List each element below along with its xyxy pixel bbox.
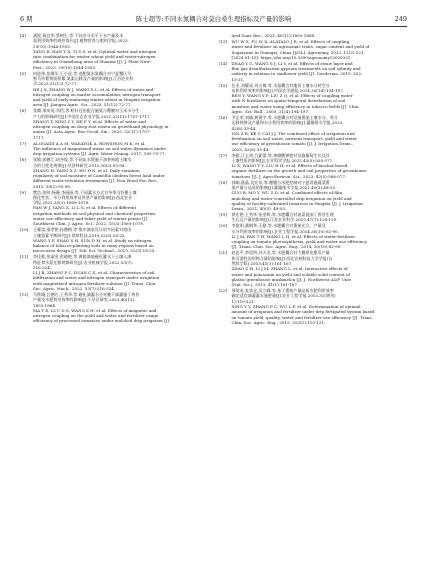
reference-number: [13]: [218, 38, 227, 44]
issue-label: 6 期: [20, 15, 33, 23]
reference-line: area [J]. Jiangsu Agric. Sci., 2023, 51(12):72-77.: [33, 102, 132, 108]
reference-column-right: [219, 33, 408, 326]
page-number: 249: [394, 14, 407, 23]
reference-line: 1):110-121.: [231, 298, 256, 304]
reference-line: on tomato yield, quality, water and fertilizer use efficiency [J]. Trans.: [231, 314, 373, 320]
reference-line: Agric. Sci. Bull., 2005, 21(4):194-197.: [231, 109, 310, 114]
reference-line: 李佳慈,张淑金,彭晓艳,等.黄陵滴液磁化灌水下土壤入渗: [33, 254, 132, 260]
reference-number: [10]: [20, 227, 29, 233]
reference-line: 和可溶性固形物含量的影响[J].西北农林科技大学学报(自: [231, 255, 333, 261]
reference-line: 13-21.: [231, 76, 245, 82]
reference-line: 何进伟,张继军,王小虎,等.追肥氮水氮耦合对宁夏覆区早: [33, 70, 132, 76]
reference-line: 郭桐,燕晶,吴宏东,等.覆膜与水肥控制对宁夏设施蔬菜番: [231, 179, 330, 185]
reference-line: MA Y E, LUU D S, WANG Z H, et al. Effects of magnetic and: [33, 307, 157, 313]
reference-line: 运移规律及产量和水分利用效率的影响[J].灌溉排水学报,2023,: [231, 120, 344, 126]
reference-line: irrigation methods on soil physical and chemical properties,: [33, 210, 157, 216]
reference-text: [232, 83, 408, 115]
reference-line: flue gas desulfurization gypsum treatments on soil salinity and: [231, 66, 361, 72]
reference-line: WANG Y F, SHAO X H, SUN D M, et al. Study on nitrogen: [33, 237, 152, 243]
reference-line: fertilization on soil water, nutrient transport, yield and water: [231, 136, 357, 142]
reference-line: rate combination for winter wheat yield and water-nitrogen: [33, 54, 156, 60]
reference-entry: [219, 83, 408, 115]
reference-line: 氮利用效率的调控效应[J].植物营养与肥料学报,2023,: [33, 38, 129, 44]
reference-columns: [20, 33, 407, 326]
reference-entry: [20, 157, 209, 189]
reference-text: [33, 227, 209, 253]
reference-line: YIN Z R, KE Y, CAI J J. The combined effect of irrigation and: [231, 130, 355, 136]
reference-line: 生长及产量的影响[J].江苏农业科学,2019,47(7):124-129.: [231, 217, 338, 223]
reference-line: water and potassium on yield and soluble solid content of: [231, 271, 350, 277]
reference-line: 42(6):33-44.: [231, 125, 257, 131]
reference-line: sodicity in relation to sunflower yield [J]. Geoderma, 2019, 352:: [231, 71, 363, 77]
reference-line: regularity of soil moisture of Camellia oleifera forest land under: [33, 173, 165, 179]
reference-line: 黄宏艳,王秀华,张金辉,等.水肥耦合对油菜施加丁香苜生理: [231, 212, 334, 218]
reference-entry: [20, 190, 209, 227]
reference-line: LI J M, PAN T H, WANG L H, et al. Effects of water-fertilizer: [231, 233, 356, 239]
reference-line: infiltration and water and nitrogen transport under irrigation: [33, 275, 160, 281]
reference-line: balance of tobacco-planting soils in rainy regions based on: [33, 243, 154, 249]
reference-line: 产力的影响研究[J].中国生态农业学报,2021,32(11):1707-1717.: [33, 113, 151, 119]
reference-number: [5]: [20, 70, 26, 76]
reference-text: [33, 157, 209, 189]
reference-line: efficiency in Guanzhong area of Shaanxi [J]. J. Plant Nutr.: [33, 59, 151, 65]
reference-line: 水分利用效率的影响[J].农业工程学报,2014,30(10):82-90.: [231, 228, 339, 234]
reference-line: plastic greenhouse muskmelon [J]. J. Northwest A&F Univ.: [231, 276, 352, 282]
reference-text: [232, 180, 408, 212]
reference-entry: [20, 254, 209, 291]
reference-line: The influence of magnetized water on soil water dynamics under: [33, 145, 167, 151]
reference-line: (Nat. Sci.), 2013, 41(1):161-167.: [231, 282, 299, 288]
reference-number: [8]: [20, 157, 26, 163]
reference-line: with magnetized nitrogen fertilizer solution [J]. Trans. Chin.: [33, 280, 157, 286]
reference-line: and yield of early-maturing winter wheat in Ningxia irrigation: [33, 97, 161, 103]
reference-text: [232, 153, 408, 179]
running-title: 陈士超等:不同水氮耦合对莫白桑生理指标及产量的影响: [135, 15, 292, 23]
reference-text: [232, 39, 408, 60]
reference-line: 学,2023,51(12):72-77.: [33, 81, 78, 87]
reference-line: FAN W J, YANG X, LI L S, et al. Effects of different: [33, 205, 137, 211]
reference-line: [J]. Trans. Chin. Soc. Agric. Eng., 2014, 30(10):82-90.: [231, 244, 342, 250]
reference-line: 316-324.: [33, 264, 52, 270]
page-header: [20, 14, 407, 27]
reference-line: nitrogen coupling on the yield and water and fertilizer usage: [33, 313, 159, 319]
reference-line: 茄产量与品质的影响[J].灌溉排水学报,2021,40(3):48-55.: [231, 185, 337, 190]
reference-line: water use efficiency and tuber yield of winter potato [J].: [33, 216, 149, 221]
reference-line: 2012, 30(2):95-98.: [33, 183, 72, 189]
reference-line: 邢英英,张富仓,吴立峰,等.基于番茄产量品质水肥利用效率: [231, 288, 334, 294]
reference-number: [19]: [218, 212, 227, 218]
reference-number: [17]: [218, 152, 227, 158]
reference-line: 理化性状、水分利用效率及块茎产量的影响[J].西北农业: [33, 194, 133, 200]
reference-number: [4]: [20, 33, 26, 38]
reference-number: [15]: [218, 82, 227, 88]
reference-line: Drain., 2021, 40(3): 48-55.: [231, 206, 287, 212]
reference-line: GUO B, MO Y, WU Z D, et al. Combined effects of film: [231, 190, 343, 196]
reference-line: moisture and water using efficiency in tobacco fields [J]. Chin.: [231, 103, 360, 109]
reference-entry: [20, 292, 209, 324]
reference-line: maize [J]. Acta Agric. Bor-Occid. Sin., 2025, 32(11):1707-: [33, 129, 151, 135]
reference-line: 李雅,江玉鸿,吕素蕾,等.黄腐酸钾肥对设施葡萄生长及其: [231, 152, 330, 158]
reference-number: [14]: [218, 60, 227, 66]
reference-line: coupling on tomato photosynthesis, yield and water use efficiency: [231, 239, 367, 245]
reference-text: [33, 71, 209, 108]
reference-number: [11]: [20, 254, 29, 260]
reference-entry: [219, 250, 408, 287]
reference-line: mulching and water-controlled drip irrigation on yield and: [231, 195, 352, 201]
reference-line: TANG R, HAN Y X, YI S S, et al. Optimal water and nitrogen: [33, 48, 157, 54]
reference-line: WU W X, FU W X, ALATALO J R, et al. Effects of coupling: [231, 38, 350, 44]
reference-entry: [20, 227, 209, 253]
reference-line: 分的日变化规律[J].经济林研究,2012,30(2):95-98.: [33, 162, 126, 168]
reference-text: [33, 190, 209, 227]
reference-text: [232, 115, 408, 152]
reference-line: Chin. Soc. Agric. Eng., 2015, 31(S1):110-121.: [231, 319, 326, 325]
reference-entry: [20, 71, 209, 108]
reference-line: 马铁城,吕德巧,王秀华,等.磁化滴灌水分对膜下滴灌施丁香苜: [33, 292, 140, 297]
reference-line: 确定适宜滴灌灌水施肥量[J].农业工程学报,2015,31(增刊): [231, 293, 336, 299]
reference-entry: [219, 180, 408, 212]
reference-line: 蒲悦,杨宜华,蔡树生,等.不同水分水平下水产量及水: [33, 33, 124, 38]
reference-line: quality of facility-cultivated tomatoes in Ningxia [J]. J. Irrigation: [231, 200, 363, 206]
reference-line: 1717.: [33, 134, 45, 140]
reference-line: 1855-1864.: [33, 302, 57, 308]
reference-number: [20]: [218, 223, 227, 229]
reference-number: [12]: [20, 292, 29, 297]
reference-number: [21]: [218, 250, 227, 256]
reference-line: LI J B, ZHANG F C, DUAN C X, et al. Characteristics of soil: [33, 270, 155, 276]
reference-entry: [20, 141, 209, 157]
reference-number: [219, 33, 232, 38]
reference-line: 特征和水氮迁移规律研究[J].农业机械学报,2022,53(7):: [33, 259, 133, 265]
reference-line: ZHANG H, YANG X Z, HU D N, et al. Daily variation: [33, 167, 140, 173]
reference-number: [16]: [218, 114, 227, 120]
reference-text: [33, 141, 209, 157]
reference-text: [33, 108, 209, 140]
reference-line: 产量及水肥利用效率的影响[J].干旱区研究,2023,40(11):: [33, 297, 136, 303]
reference-number: [9]: [20, 189, 26, 195]
reference-line: REN Y, WANG Y F, LIU Z Q, et al. Effects of coupling water: [231, 93, 353, 99]
reference-line: Soc. Agric. Mach., 2022, 53(7):316-324.: [33, 286, 116, 292]
reference-entry: [219, 115, 408, 152]
reference-number: [22]: [218, 288, 227, 294]
reference-line: 李俊明,潘钢华,王健,等.水肥耦合对番茄光合、产量及: [231, 223, 326, 229]
reference-entry: [219, 288, 408, 325]
reference-line: 张敏,郭德江,胡冬俊,等.不同灰水缓施下油茶林地土壤水: [33, 157, 132, 163]
reference-text: [232, 61, 408, 82]
reference-entry: [219, 61, 408, 82]
reference-entry: [219, 223, 408, 249]
reference-line: 29(10):1944-1955.: [33, 43, 72, 49]
reference-text: [33, 292, 209, 324]
reference-text: [232, 250, 408, 287]
reference-line: 任亚,刘耀星,刘占梅,等.水氮耦合对地旧土壤水分时空分: [231, 82, 330, 88]
reference-line: 尹志荣,刘楠,黄建宇,等.水肥耦合对设施番茄土壤水分、养分: [231, 114, 338, 120]
reference-line: ZHANG T, XING Y Y, HE F Y, et al. Effects of water and: [33, 118, 146, 124]
reference-entry: [20, 108, 209, 140]
reference-line: 土壤氮素平衡研究[J].烟草科技,2019,52(3):18-25.: [33, 232, 126, 238]
reference-line: drip irrigation systems [J]. Agric Water Manag, 2017, 180:70-77.: [33, 151, 166, 157]
reference-line: nitrogen coupling on matter accumulation, nitrogen transport: [33, 91, 161, 97]
reference-line: Southwest Chin. J. Agric. Sci., 2022, 35(3):1069-1078.: [33, 221, 145, 227]
reference-line: Arid Zone Res., 2023, 40(11):1855-1864.: [231, 33, 316, 38]
reference-line: with N fertilizers on spatio-temporal distribution of soil: [231, 98, 346, 104]
reference-line: efficiency of processed tomatoes under mulched drip irrigation [J].: [33, 318, 171, 324]
reference-entry: [20, 33, 209, 70]
reference-line: 王耀富,邵孝俭,孙德梅,等.集中滴灰设计的多因素对烟田: [33, 227, 132, 233]
reference-line: 张腾,邢英英,刘恬,等.秸秆还田配合施氮与覆膜对玉米水分生: [33, 108, 140, 114]
reference-line: 樊浩,张明,杨薇,李丽丽,等.不同灌水方式对冬季马铃薯土壤: [33, 189, 137, 195]
reference-text: [232, 288, 408, 325]
reference-text: [232, 223, 408, 249]
reference-line: amount of irrigation and fertilizer under drip fertigated system based: [231, 309, 375, 315]
reference-column-left: [20, 33, 209, 326]
reference-line: ZHAO Z H, LI J M, ZHANG L, et al. Interactive effects of: [231, 266, 348, 272]
reference-line: [2024-01-10]. https://doi.org/10.3390/agronomy12020321.: [231, 54, 352, 60]
reference-line: tomatoes [J]. J. Agro-Environ. Sci., 2023, 42(5):568-577.: [231, 173, 347, 179]
reference-text: [232, 212, 408, 223]
reference-line: nitrogen coupling on deep root nosen on growthand physiology in: [33, 124, 169, 130]
reference-line: LI X, WANG Y Y, LIU H H, et al. Effects of biochar-based: [231, 163, 348, 169]
reference-entry: [219, 212, 408, 223]
reference-entry: [219, 39, 408, 60]
reference-number: [18]: [218, 179, 227, 185]
reference-line: 然科学版),2013,41(1):161-167.: [231, 261, 293, 266]
reference-entry: [219, 33, 408, 38]
reference-entry: [219, 153, 408, 179]
reference-line: use efficiency of greenhouse tomato [J]. J. Irrigation Drain.,: [231, 141, 354, 147]
reference-line: ALOGAIDI A A M, WASAYOK A, ROWSHON M K, et al.: [33, 140, 146, 146]
reference-text: [232, 33, 408, 38]
reference-line: 熟马铃薯物质积累,氮素运移及产量的影响[J].江苏农业科: [33, 75, 134, 81]
reference-text: [33, 33, 209, 70]
reference-line: XING Y Y, ZHANG F C, WU L F, et al. Determination of optimal: [231, 303, 361, 309]
reference-line: Sugarcane in Guangxi, China [J/OL]. Agronomy, 2022, 12(2):321: [231, 49, 364, 55]
reference-line: 布和利用效率的影响[J].中国农学通报,2014,30(14):194-197.: [231, 87, 345, 93]
reference-number: [6]: [20, 108, 26, 114]
reference-line: different water-retention treatments [J]. Non Wood For. Res.,: [33, 178, 159, 184]
reference-line: micro-area design [J]. Tob. Sci. Technol., 2019, 52(3):18-25.: [33, 248, 156, 254]
reference-line: organic fertilizer on the growth and soil properties of greenhouse: [231, 168, 367, 174]
reference-line: ZHAO Y G, WANG S J, LI Y, et al. Effects of straw layer and: [231, 60, 353, 66]
reference-line: Fert., 2023, 29(10):1944-1955.: [33, 64, 97, 70]
reference-line: 学报,2022,35(3):1069-1078.: [33, 200, 90, 206]
reference-line: 2023, 42(6):33-44.: [231, 146, 270, 152]
reference-line: HE J X, ZHANG W J, WANG X L, et al. Effects of water and: [33, 86, 154, 92]
reference-number: [7]: [20, 140, 26, 146]
reference-line: water and fertilizer on agronomic traits, sugar content and yield of: [231, 44, 370, 50]
reference-line: 赵忠平,李堤明,苏天龙,等.水肥耦合对大棚厚皮甜瓜产量: [231, 250, 330, 256]
reference-text: [33, 254, 209, 291]
reference-line: 土壤性质的影响[J].农业科学学报,2023,42(5):550-577.: [231, 157, 334, 163]
